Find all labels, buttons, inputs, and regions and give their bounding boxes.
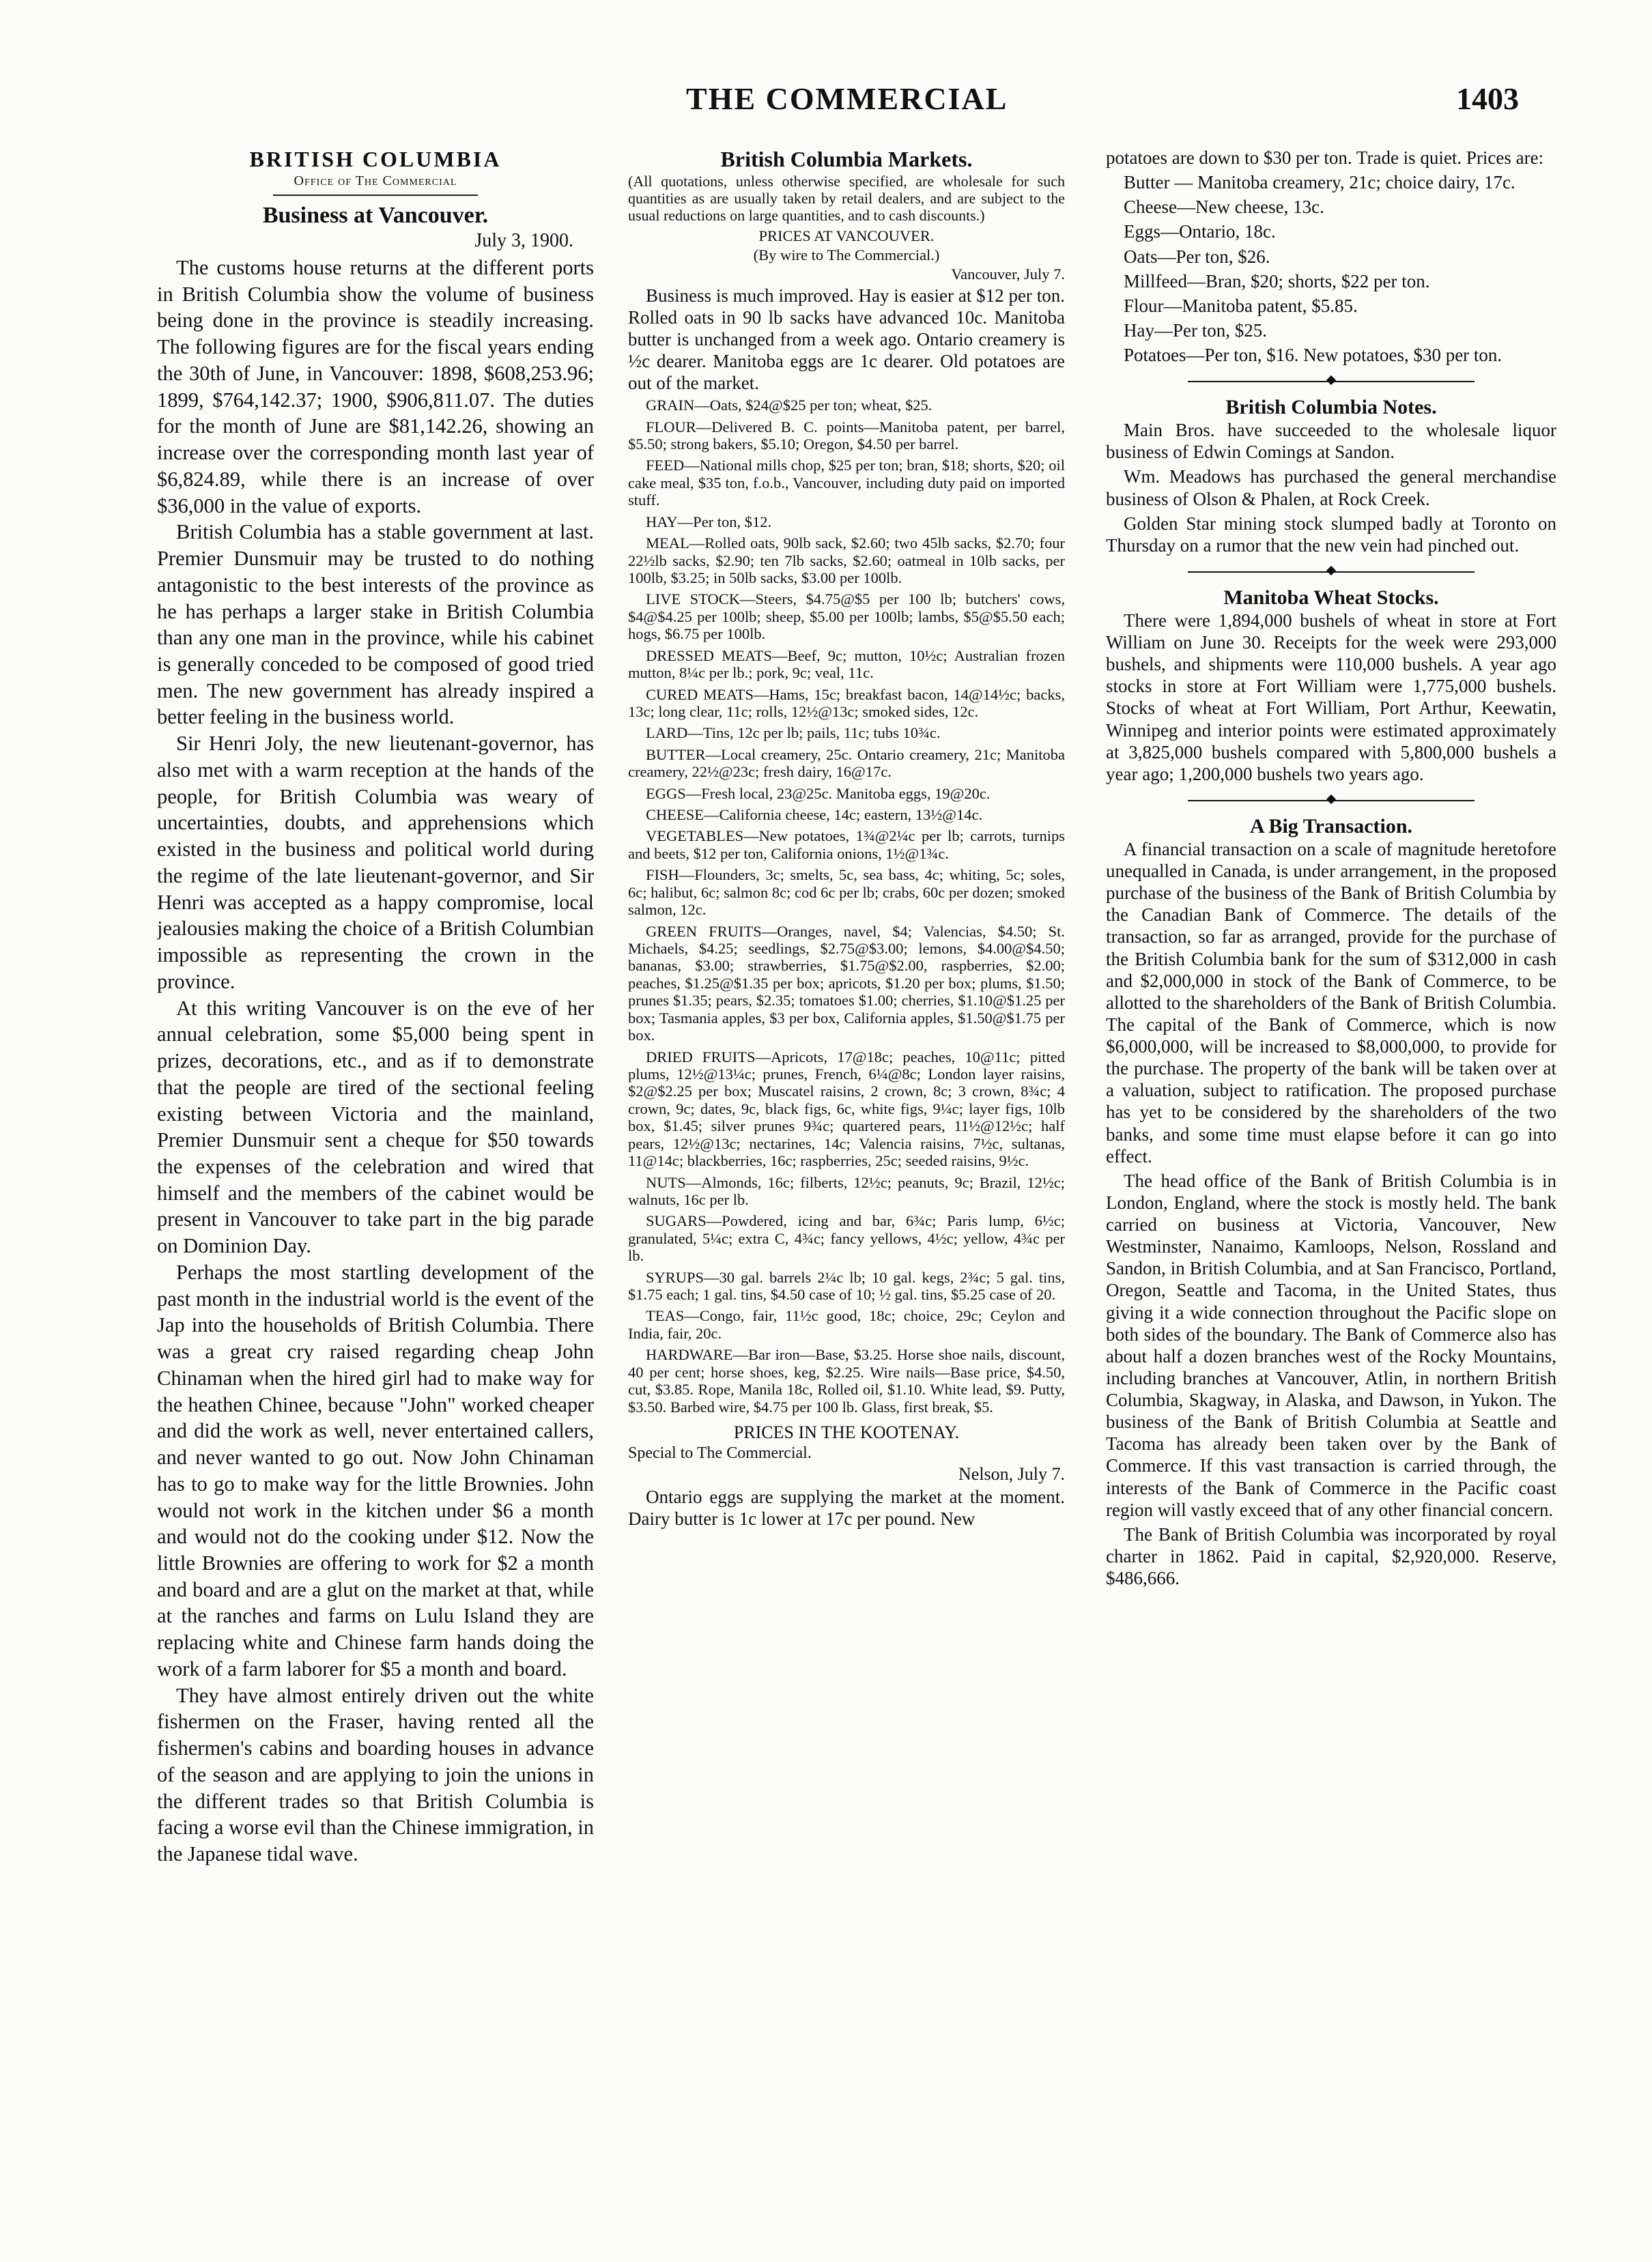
quote-hardware: HARDWARE—Bar iron—Base, $3.25. Horse shoe nails, discount, 40 per cent; horse shoes, keg, $2.25. Wire nails—Base price, $4.50, cut, $3.85. Rope, Manila 18c, Rolled oil, $1.10. White lead, $9. Putty, $3.50. Barbed wire, $4.75 per 100 lb. Glass, first break, $5. (628, 1346, 1065, 1416)
quote-dried-fruits: DRIED FRUITS—Apricots, 17@18c; peaches, 10@11c; pitted plums, 12½@13¼c; prunes, French, 6¼@8c; London layer raisins, $2@$2.25 per box; Muscatel raisins, 2 crown, 8c; 3 crown, 8¾c; 4 crown, 9c; dates, 9c, black figs, 6c, white figs, 9¼c; layer figs, 10lb box, $1.45; silver prunes 9¾c; quartered pears, 11½@12½c; half pears, 12½@13c; nectarines, 14c; Valencia raisins, 7½c, sultanas, 11@14c; blackberries, 16c; raspberries, 25c; seeded raisins, 9½c. (628, 1048, 1065, 1170)
kootenay-text: Ontario eggs are supplying the market at the moment. Dairy butter is 1c lower at 17c per pound. New (628, 1486, 1065, 1530)
quote-live-stock: LIVE STOCK—Steers, $4.75@$5 per 100 lb; butchers' cows, $4@$4.25 per 100lb; sheep, $5.00 per 100lb; lambs, $5@$5.50 each; hogs, $6.75 per 100lb. (628, 590, 1065, 643)
ornament-divider (1106, 567, 1556, 577)
price-item: Eggs—Ontario, 18c. (1124, 221, 1276, 242)
quote-green-fruits: GREEN FRUITS—Oranges, navel, $4; Valencias, $4.50; St. Michaels, $4.25; seedlings, $2.75@$3.00; lemons, $4.00@$4.50; bananas, $3.00; strawberries, $1.75@$2.00, raspberries, $2.00; peaches, $1.25@$1.35 per box; apricots, $1.20 per box; plums, $1.50; prunes $1.35; pears, $2.35; tomatoes $1.00; cherries, $1.10@$1.25 per box; Tasmania apples, $3 per box, California apples, $1.50@$1.75 per box. (628, 922, 1065, 1044)
page-number: 1403 (1456, 81, 1519, 116)
paragraph: At this writing Vancouver is on the eve of her annual celebration, some $5,000 being spent in prizes, decorations, etc., and as if to demonstrate that the people are tired of the sectional feeling existing between Victoria and the mainland, Premier Dunsmuir sent a cheque for $50 towards the expenses of the celebration and wired that himself and the members of the cabinet would be present in Vancouver to take part in the big parade on Dominion Day. (157, 996, 594, 1258)
quote-teas: TEAS—Congo, fair, 11½c good, 18c; choice, 29c; Ceylon and India, fair, 20c. (628, 1307, 1065, 1342)
note-item: Wm. Meadows has purchased the general merchandise business of Olson & Phalen, at Rock Creek. (1106, 466, 1556, 509)
dateline: Vancouver, July 7. (951, 265, 1065, 283)
quote-butter: BUTTER—Local creamery, 25c. Ontario creamery, 21c; Manitoba creamery, 22½@23c; fresh dairy, 16@17c. (628, 745, 1065, 781)
kootenay-heading: PRICES IN THE KOOTENAY. (733, 1422, 960, 1442)
price-item: Cheese—New cheese, 13c. (1124, 197, 1324, 218)
transaction-heading: A Big Transaction. (1249, 814, 1413, 837)
note-item: Golden Star mining stock slumped badly at Toronto on Thursday on a rumor that the new vein had pinched out. (1106, 513, 1556, 556)
quote-dressed-meats: DRESSED MEATS—Beef, 9c; mutton, 10½c; Australian frozen mutton, 8¼c per lb.; pork, 9c; veal, 11c. (628, 646, 1065, 682)
price-item: Hay—Per ton, $25. (1124, 319, 1267, 341)
divider (273, 195, 478, 196)
paragraph: The head office of the Bank of British Columbia is in London, England, where the stock is mostly held. The bank carried on business at Victoria, Vancouver, New Westminster, Nanaimo, Kamloops, Nelson, Rossland and Sandon, in British Columbia, and at San Francisco, Portland, Oregon, Seattle and Tacoma, in the United States, thus giving it a wide connection throughout the Pacific slope on both sides of the boundary. The Bank of Commerce also has about half a dozen branches west of the Rocky Mountains, including branches at Vancouver, Atlin, in northern British Columbia, Skagway, in Alaska, and Dawson, in Yukon. The business of the Bank of British Columbia at Seattle and Tacoma has already been taken over by the Bank of Commerce. If this vast transaction is carried through, the interests of the Bank of Commerce in the Pacific coast region will vastly exceed that of any other financial concern. (1106, 1170, 1556, 1520)
dateline: July 3, 1900. (474, 230, 573, 251)
quote-cheese: CHEESE—California cheese, 14c; eastern, 13½@14c. (646, 806, 983, 824)
wheat-text: There were 1,894,000 bushels of wheat in store at Fort William on June 30. Receipts for the week were 293,000 bushels, and shipments were 110,000 bushels. A year ago stocks in store at Fort William were 1,775,000 bushels. Stocks of wheat at Fort William, Port Arthur, Keewatin, Winnipeg and interior points were estimated approximately at 3,825,000 bushels compared with 5,800,000 bushels a year ago; 1,200,000 bushels two years ago. (1106, 610, 1556, 784)
quote-hay: HAY—Per ton, $12. (646, 513, 772, 530)
market-intro: Business is much improved. Hay is easier at $12 per ton. Rolled oats in 90 lb sacks have advanced 10c. Manitoba butter is unchanged from a week ago. Ontario creamery is ½c dearer. Manitoba eggs are 1c dearer. Old potatoes are out of the market. (628, 285, 1065, 394)
paragraph: The customs house returns at the different ports in British Columbia show the volume of business being done in the province is steadily increasing. The following figures are for the fiscal years ending the 30th of June, in Vancouver: 1898, $608,253.96; 1899, $764,142.37; 1900, $906,811.07. The duties for the month of June are $81,142.26, showing an increase over the corresponding month last year of $6,824.89, while there is an increase of over $36,000 in the value of exports. (157, 256, 594, 517)
office-line: Office of The Commercial (294, 173, 457, 188)
price-item: Millfeed—Bran, $20; shorts, $22 per ton. (1124, 270, 1430, 291)
quote-nuts: NUTS—Almonds, 16c; filberts, 12½c; peanuts, 9c; Brazil, 12½c; walnuts, 16c per lb. (628, 1173, 1065, 1208)
paragraph: Perhaps the most startling development of the past month in the industrial world is the event of the Jap into the households of British Columbia. There was a great cry raised regarding cheap John Chinaman when the hired girl had to make way for the heathen Chinee, because "John" worked cheaper and did the work as well, never entertained callers, and never wanted to go out. Now John Chinaman has to go to make way for the little Brownies. John would not work in the kitchen under $6 a month and would not do the cooking under $12. Now the little Brownies are offering to work for $2 a month and board and are a glut on the market at that, while at the ranches and farms on Lulu Island they are replacing white and Chinese farm hands doing the work of a farm laborer for $5 a month and board. (157, 1260, 594, 1680)
quote-grain: GRAIN—Oats, $24@$25 per ton; wheat, $25. (646, 397, 932, 414)
quote-feed: FEED—National mills chop, $25 per ton; bran, $18; shorts, $20; oil cake meal, $35 ton, f.o.b., Vancouver, including duty paid on imported stuff. (628, 457, 1065, 509)
column-markets (628, 147, 1065, 2180)
quote-eggs: EGGS—Fresh local, 23@25c. Manitoba eggs, 19@20c. (646, 784, 991, 802)
quote-meal: MEAL—Rolled oats, 90lb sack, $2.60; two 45lb sacks, $2.70; four 22½lb sacks, $2.90; ten 7lb sacks, $2.60; oatmeal in 10lb sacks, per 100lb, $3.25; in 50lb sacks, $3.00 per 100lb. (628, 534, 1065, 586)
quote-syrups: SYRUPS—30 gal. barrels 2¼c lb; 10 gal. kegs, 2¾c; 5 gal. tins, $1.75 each; 1 gal. tins, $4.50 case of 10; ½ gal. tins, $5.25 case of 20. (628, 1268, 1065, 1304)
quotations-note: (All quotations, unless otherwise specified, are wholesale for such quantities as are usually taken by retail dealers, and are subject to the usual reductions on large quantities, and to cash discounts.) (628, 173, 1065, 224)
kootenay-continued: potatoes are down to $30 per ton. Trade is quiet. Prices are: (1106, 147, 1544, 168)
paragraph: They have almost entirely driven out the white fishermen on the Fraser, having rented all the fishermen's cabins and boarding houses in advance of the season and are applying to join the unions in the different trades so that British Columbia is facing a worse evil than the Chinese immigration, in the Japanese tidal wave. (157, 1683, 594, 1866)
page-header (0, 81, 1652, 135)
section-heading: British Columbia Markets. (720, 147, 973, 171)
quote-flour: FLOUR—Delivered B. C. points—Manitoba patent, per barrel, $5.50; strong bakers, $5.10; Oregon, $4.50 per barrel. (628, 418, 1065, 453)
paragraph: A financial transaction on a scale of magnitude heretofore unequalled in Canada, is under arrangement, in the proposed purchase of the business of the Bank of British Columbia by the Canadian Bank of Commerce. The details of the transaction, so far as arranged, provide for the purchase of the British Columbia bank for the sum of $312,000 in cash and $2,000,000 in stock of the Bank of Commerce, to be allotted to the shareholders of the Bank of British Columbia. The capital of the Bank of Commerce, which is now $6,000,000, will be increased to $8,000,000, to provide for the purchase. The property of the bank will be taken over at a valuation, subject to ratification. The proposed purchase has yet to be considered by the shareholders of the two banks, and some time must elapse before it can go into effect. (1106, 838, 1556, 1166)
price-item: Potatoes—Per ton, $16. New potatoes, $30 per ton. (1124, 345, 1503, 365)
note-item: Main Bros. have succeeded to the wholesale liquor business of Edwin Comings at Sandon. (1106, 420, 1556, 463)
notes-heading: British Columbia Notes. (1225, 396, 1437, 419)
quote-fish: FISH—Flounders, 3c; smelts, 5c, sea bass, 4c; whiting, 5c; soles, 6c; halibut, 6c; salmon 8c; cod 6c per lb; crabs, 60c per dozen; smoked salmon, 12c. (628, 866, 1065, 919)
quote-cured-meats: CURED MEATS—Hams, 15c; breakfast bacon, 14@14½c; backs, 13c; long clear, 11c; rolls, 12½@13c; smoked sides, 12c. (628, 685, 1065, 720)
column-british-columbia (157, 147, 594, 2180)
price-item: Flour—Manitoba patent, $5.85. (1124, 295, 1358, 316)
ornament-divider (1106, 796, 1556, 805)
by-wire-line: (By wire to The Commercial.) (753, 246, 940, 263)
price-item: Oats—Per ton, $26. (1124, 246, 1270, 267)
newspaper-title: THE COMMERCIAL (686, 81, 1008, 116)
quote-vegetables: VEGETABLES—New potatoes, 1¾@2¼c per lb; carrots, turnips and beets, $12 per ton, California onions, 1½@1¾c. (628, 827, 1065, 862)
prices-heading: PRICES AT VANCOUVER. (758, 227, 935, 244)
quote-lard: LARD—Tins, 12c per lb; pails, 11c; tubs 10¾c. (646, 724, 941, 742)
section-heading: BRITISH COLUMBIA (249, 147, 502, 171)
column-notes (1106, 147, 1556, 2180)
ornament-divider (1106, 377, 1556, 386)
kootenay-dateline: Nelson, July 7. (958, 1463, 1065, 1484)
quote-sugars: SUGARS—Powdered, icing and bar, 6¾c; Paris lump, 6½c; granulated, 5¼c; extra C, 4¾c; fancy yellows, 4½c; yellow, 4¾c per lb. (628, 1212, 1065, 1265)
paragraph: Sir Henri Joly, the new lieutenant-governor, has also met with a warm reception at the hands of the people, for British Columbia was weary of uncertainties, doubts, and apprehensions which existed in the business and political world during the regime of the late lieutenant-governor, and Sir Henri was accepted as a happy compromise, local jealousies making the choice of a British Columbian impossible as representing the crown in the province. (157, 732, 594, 993)
paragraph: British Columbia has a stable government at last. Premier Dunsmuir may be trusted to do nothing antagonistic to the best interests of the province as he has perhaps a larger stake in British Columbia than any one man in the province, while his cabinet is generally conceded to be composed of good tried men. The new government has already inspired a better feeling in the business world. (157, 520, 594, 729)
article-title: Business at Vancouver. (262, 203, 489, 228)
price-item: Butter — Manitoba creamery, 21c; choice dairy, 17c. (1124, 172, 1515, 193)
kootenay-special: Special to The Commercial. (628, 1444, 812, 1462)
wheat-heading: Manitoba Wheat Stocks. (1223, 586, 1439, 609)
paragraph: The Bank of British Columbia was incorporated by royal charter in 1862. Paid in capital, $2,920,000. Reserve, $486,666. (1106, 1523, 1556, 1588)
